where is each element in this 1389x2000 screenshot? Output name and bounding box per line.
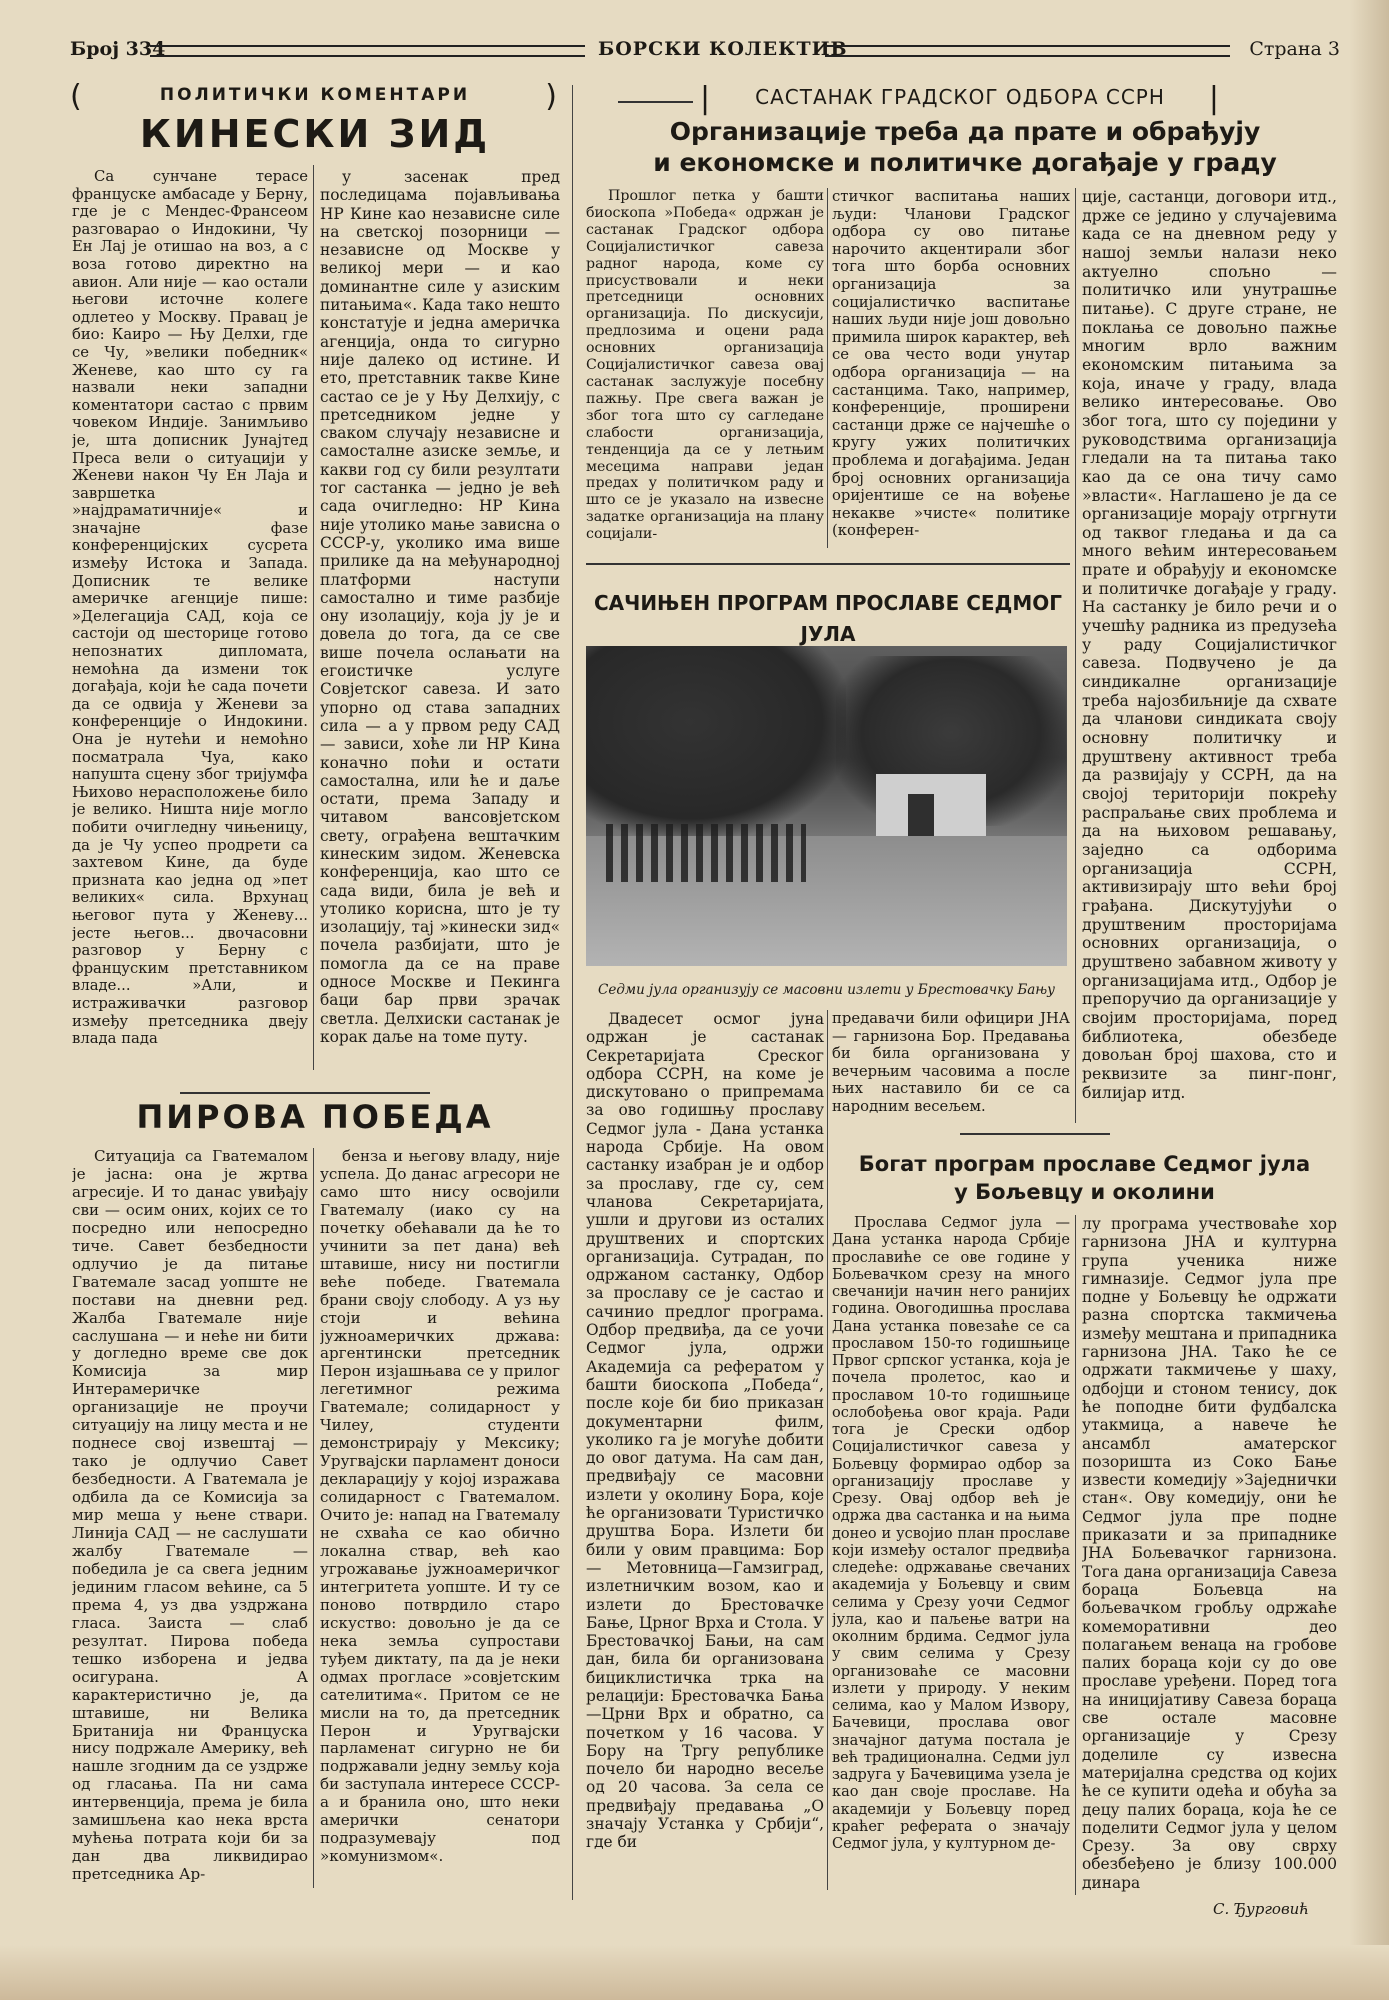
- boljevac-col2-text: лу програма учествоваће хор гарнизона ЈНА и културна група ученика ниже гимназије. Седмог јула пре подне у Бољевцу ће одржати разна спортска такмичења између мештана и припадника гарнизона ЈНА. Тако ће се одржати такмичење у шаху, одбојци и стоном тенису, док ће поподне бити фудбалска утакмица, а навече ће ансамбл аматерског позоришта из Соко Бање извести комедију »Заједнички стан«. Ову комедију, они ће Седмог јула пре подне приказати и за припаднике ЈНА Бољевачког гарнизона. Тога дана организација Савеза бораца Бољевца на бољевачком гробљу одржаће комеморативни део полагањем венаца на гробове палих бораца који су до ове прославе уређени. Поред тога на иницијативу Савеза бораца све остале масовне организације у Срезу доделиле су извесна материјална средства од којих ће се купити одећа и обућа за децу палих бораца, која ће се поделити Седмог јула у целом Срезу. За ову сврху обезбеђено је близу 100.000 динара: [1082, 1215, 1337, 1892]
- organizations-col2-text: стичког васпитања наших људи: Чланови Градског одбора су ово питање нарочито акцентирали због тога што борба основних организација за социјалистичко васпитање наших људи није још довољно примила широк карактер, већ се ова често води унутар одбора организација — на састанцима. Тако, например, конференције, проширени састанци држе се најчешће о кругу ужих политичких проблема и догађајима. Један број основних организација оријентише се на вођење некакве »чисте« политике (конферен-: [832, 188, 1070, 540]
- organizations-col2: [832, 188, 1070, 548]
- left-column-divider-top: [313, 165, 314, 1070]
- photo-people: [606, 824, 806, 882]
- page-bottom-fold: [0, 1945, 1389, 2000]
- photo-caption: Седми јула организују се масовни излети у Брестовачку Бању: [598, 982, 1055, 998]
- chinese-wall-col1: [72, 168, 308, 1068]
- paper-name: БОРСКИ КОЛЕКТИВ: [598, 38, 848, 60]
- article-title-chinese-wall: КИНЕСКИ ЗИД: [139, 112, 491, 156]
- page-number: Страна 3: [1249, 38, 1340, 60]
- program-col1-text: Двадесет осмог јуна одржан је састанак Секретаријата Среског одбора ССРН, на коме је дискутовано о припремама за ово годишњу прославу Седмог јула - Дана устанка народа Србије. На овом састанку изабран је и одбор за прославу, где су, сем чланова Секретаријата, ушли и другови из осталих друштвених и спортских организација. Сутрадан, по одржаном састанку, Одбор за прославу се је састао и сачинио предлог програма. Одбор предвиђа, да се уочи Седмог јула, одржи Академија са рефератом у башти биоскопа „Победа“, после које би био приказан документарни филм, уколико га је могуће добити до овог датума. На сам дан, предвиђају се масовни излети у околину Бора, које ће организовати Туристичко друштва Бора. Излети би били у овим правцима: Бор — Метовница—Гамзиград, излетничким возом, као и излети до Брестовачке Бање, Црног Врха и Стола. У Брестовачкој Бањи, на сам дан, била би организована бициклистичка трка на релацији: Брестовачка Бања—Црни Врх и обратно, са почетком у 16 часова. У Бору на Тргу републике почело би народно весеље од 20 часова. За села се предвиђају предавања „О значају Устанка у Србији“, где би: [586, 1010, 824, 1852]
- photo-door: [908, 794, 934, 836]
- program-divider: [827, 1010, 828, 1890]
- city-committee-kicker: [700, 81, 1220, 116]
- kicker-bar-right: |: [1208, 81, 1220, 116]
- chinese-wall-col2-text: у засенак пред последицама појављивања НР Кине као независне силе на светској позорници — независне од Москве у великој мери — и као доминантне силе у азиским питањима«. Када тако нешто констатује и једна америчка агенција, онда то сигурно није далеко од истине. И ето, претставник такве Кине састао се је у Њу Делхију, с претседником једне у сваком случају независне и самосталне азиске земље, и какви год су били резултати тог састанка — једно је већ сада очигледно: НР Кина није утолико мање зависна о СССР-у, уколико има више прилике да на међународној платформи наступи самостално и тиме разбије ону изолацију, која ју је и довела до тога, да се све више почела ослањати на егоистичке услуге Совјетског савеза. И зато упорно од става западних сила — а у првом реду САД — зависи, хоће ли НР Кина коначно поћи и остати самостална, или ће и даље остати, према Западу и читавом вансовјетском свету, ограђена вештачким кинеским зидом. Женевска конференција, као што се сада види, била је већ и утолико корисна, што је ту изолацију, тај »кинески зид« почела разбијати, што је помогла да се на праве односе Москве и Пекинга баци бар први зрачак светла. Делхиски састанак је корак даље на томе путу.: [320, 168, 560, 1046]
- title-boljevac-line1: Богат програм прославе Седмог јула: [858, 1152, 1311, 1176]
- divider-before-pyrrhic: [180, 1092, 430, 1094]
- organizations-col3: [1082, 188, 1337, 1123]
- title-organizations-line1: Организације треба да прате и обрађују: [669, 117, 1261, 146]
- org-divider-1: [827, 188, 828, 548]
- boljevac-col2: [1082, 1215, 1337, 1895]
- article-title-pyrrhic-victory: ПИРОВА ПОБЕДА: [136, 1098, 494, 1136]
- boljevac-divider: [1075, 1215, 1076, 1895]
- article-title-boljevac: [832, 1150, 1337, 1206]
- kicker-bar-left: |: [700, 81, 712, 116]
- chinese-wall-col2: [320, 168, 560, 1068]
- divider-before-program: [586, 563, 1070, 565]
- author-signature: С. Ђурговић: [1213, 1900, 1309, 1918]
- chinese-wall-col1-text: Са сунчане терасе француске амбасаде у Берну, где је с Мендес-Франсеом разговарао о Индокини, Чу Ен Лај је отишао на воз, а с воза готово директно на авион. Али није — као остали његови источне колеге одлетео у Москву. Правац је био: Каиро — Њу Делхи, где се Чу, »велики победник« Женеве, као што су га назвали неки западни коментатори састао с првим човеком Индије. Занимљиво је, шта дописник Јунајтед Преса вели о ситуацији у Женеви након Чу Ен Лаја и завршетка »најдраматичније« и значајне фазе конференцијских сусрета између Истока и Запада. Дописник те велике америчке агенције пише: »Делегација САД, која се састоји од шесторице готово непознатих дипломата, немоћна да измени ток догађаја, који ће сада почети да се одвија у Женеви за конференције о Индокини. Она је нутећи и немоћно посматрала Чуа, како напушта сцену због тријумфа Њихово нерасположење било је велико. Ништа није могло побити очигледну чињеницу, да је Чу успео продрети са захтевом Кине, да буде призната као једна од »пет великих« сила. Врхунац његовог пута у Женеву... јесте његов... двочасовни разговор у Берну с француским претставником владе... »Али, и истраживачки разговор између претседника двеју влада пада: [72, 168, 308, 1048]
- pyrrhic-col1: [72, 1148, 308, 1888]
- program-col1: [586, 1010, 824, 1890]
- masthead-rule-left: [150, 45, 585, 57]
- article-title-organizations: [585, 116, 1345, 178]
- city-kicker-rule: [618, 101, 693, 103]
- photo-brestovac-spa: [586, 646, 1067, 966]
- boljevac-col1: [832, 1215, 1070, 1895]
- photo-tree-left: [586, 646, 846, 836]
- masthead-rule-right: [825, 45, 1230, 57]
- org-divider-2: [1075, 188, 1076, 1123]
- divider-before-boljevac: [960, 1133, 1110, 1135]
- page-edge-shadow: [1349, 0, 1389, 2000]
- program-col2: [832, 1010, 1070, 1130]
- kicker-bracket-right: ): [545, 79, 560, 114]
- pyrrhic-col2: [320, 1148, 560, 1888]
- political-comments-kicker: [70, 79, 560, 114]
- section-divider: [572, 85, 573, 1900]
- masthead: [70, 38, 1340, 68]
- organizations-col1: [586, 188, 824, 548]
- program-col2-text: предавачи били официри ЈНА — гарнизона Бор. Предавања би била организована у вечерњим часовима а после њих наставило би се са народним весељем.: [832, 1010, 1070, 1115]
- article-title-program: САЧИЊЕН ПРОГРАМ ПРОСЛАВЕ СЕДМОГ ЈУЛА: [594, 591, 1062, 646]
- boljevac-col1-text: Прослава Седмог јула — Дана устанка народа Србије прославиће се ове године у Бољевачком срезу на много свечанији начин него ранијих година. Овогодишња прослава Дана устанка повезаће се са прославом 150-то годишњице Првог српског устанка, која је почела пролетос, као и прославом 10-то годишњице ослобођења овог краја. Ради тога је Срески одбор Социјалистичког савеза у Бољевцу формирао одбор за организацију прославе у Срезу. Овај одбор већ је одржа два састанка и на њима донео и усвојио план прославе који између осталог предвиђа следеће: одржавање свечаних академија у Бољевцу и свим селима у Срезу уочи Седмог јула, као и паљење ватри на околним брдима. Седмог јула у свим селима у Срезу организоваће се масовни излети у природу. У неким селима, као у Малом Извору, Бачевици, прослава овог значајног датума постала је већ традиционална. Седми јул задруга у Бачевицима узела је као дан своје прославе. На академији у Бољевцу поред краћег реферата о значају Седмог јула, у културном де-: [832, 1215, 1070, 1852]
- kicker-bracket-left: (: [70, 79, 85, 114]
- pyrrhic-col1-text: Ситуација са Гватемалом је јасна: она је жртва агресије. И то данас увиђају сви — осим оних, којих се то посредно или непосредно тиче. Савет безбедности одлучио је да питање Гватемале засад уопште не постави на дневни ред. Жалба Гватемале није саслушана — и неће ни бити у догледно време све док Комисија за мир Интерамеричке организације не проучи ситуацију на лицу места и не поднесе свој извештај — тако је одлучио Савет безбедности. А Гватемала је одбила да се Комисија за мир меша у њене ствари. Линија САД — не саслушати жалбу Гватемале — победила је са свега једним јединим гласом већине, са 5 према 4, уз два уздржана гласа. Заиста — слаб резултат. Пирова победа тешко изборена и једва осигурана. А карактеристично је, да штавише, ни Велика Британија ни Француска нису подржале Америку, већ нашле згодним да се уздрже од гласања. Па ни сама интервенција, према је била замишљена као нека врста мућења потрата који би за дан два ликвидирао претседника Ар-: [72, 1148, 308, 1884]
- organizations-col3-text: ције, састанци, договори итд., држе се једино у случајевима када се на дневном реду у нашој земљи налази неко актуелно спољно — политичко или унутрашње питање). С друге стране, не поклања се довољно пажње многим врло важним економским питањима за која, иначе у граду, влада велико интересовање. Ово због тога, што су поједини у руководствима организација гледали на та питања тако као да се она тичу само »власти«. Наглашено је да се организације морају отргнути од таквог гледања и да са много већим интересовањем прате и обрађују и економске и политичке догађаје у граду. На састанку је било речи и о учешћу радника из предузећа у раду Социјалистичког савеза. Подвучено је да синдикалне организације треба најозбиљније да схвате да чланови синдиката своју основну политичку и друштвену активност треба да развијају у ССРН, да на својој територији покрећу распраљање свих проблема и да на њиховом решавању, заједно са одборима организација ССРН, активизирају што већи број грађана. Дискутујући о друштвеним просторијама основних организација, о друштвено забавном животу у организацијама итд., Одбор је препоручио да организације у својим просторијама, поред библиотека, обезбеде довољан број шахова, сто и реквизите за пинг-понг, билијар итд.: [1082, 188, 1337, 1102]
- left-column-divider-bottom: [313, 1148, 314, 1888]
- kicker-text: ПОЛИТИЧКИ КОМЕНТАРИ: [159, 85, 471, 105]
- title-boljevac-line2: у Бољевцу и околини: [954, 1180, 1215, 1204]
- pyrrhic-col2-text: бенза и његову владу, није успела. До данас агресори не само што нису освојили Гватемалу (иако су на почетку обећавали да ће то учинити за пет дана) већ штавише, нису ни постигли веће победе. Гватемала брани своју слободу. А уз њу стоји и већина јужноамеричких држава: аргентински претседник Перон изјашњава се у прилог легетимног режима Гватемале; солидарност у Чилеу, студенти демонстрирају у Мексику; Уругвајски парламент доноси декларацију у којој изражава солидарност с Гватемалом. Очито је: напад на Гватемалу не схваћа се као обично локална ствар, већ као угрожавање јужноамеричког интегритета уопште. И ту се поново потврдило старо искуство: довољно је да се нека земља супростави туђем диктату, па да је неки одмах прогласе »совјетским сателитима«. Притом се не мисли на то, да претседник Перон и Уругвајски парламенат сигурно не би подржавали једну земљу која би заступала интересе СССР-а и бранила оно, што неки амерички сенатори подразумевају под »комунизмом«.: [320, 1148, 560, 1866]
- city-kicker-text: САСТАНАК ГРАДСКОГ ОДБОРА ССРН: [755, 85, 1165, 109]
- issue-number: Број 334: [70, 38, 166, 60]
- title-organizations-line2: и економске и политичке догађаје у граду: [653, 148, 1277, 177]
- organizations-col1-text: Прошлог петка у башти биоскопа »Победа« одржан је састанак Градског одбора Социјалистичког савеза радног народа, коме су присуствовали и неки претседници основних организација. По дискусији, предлозима и оцени рада основних организација Социјалистичког савеза овај састанак заслужује посебну пажњу. Пре свега важан је због тога што су сагледане слабости организација, тенденција да се у летњим месецима направи један предах у политичком раду и што се је указало на извесне задатке организација на плану социјали-: [586, 188, 824, 543]
